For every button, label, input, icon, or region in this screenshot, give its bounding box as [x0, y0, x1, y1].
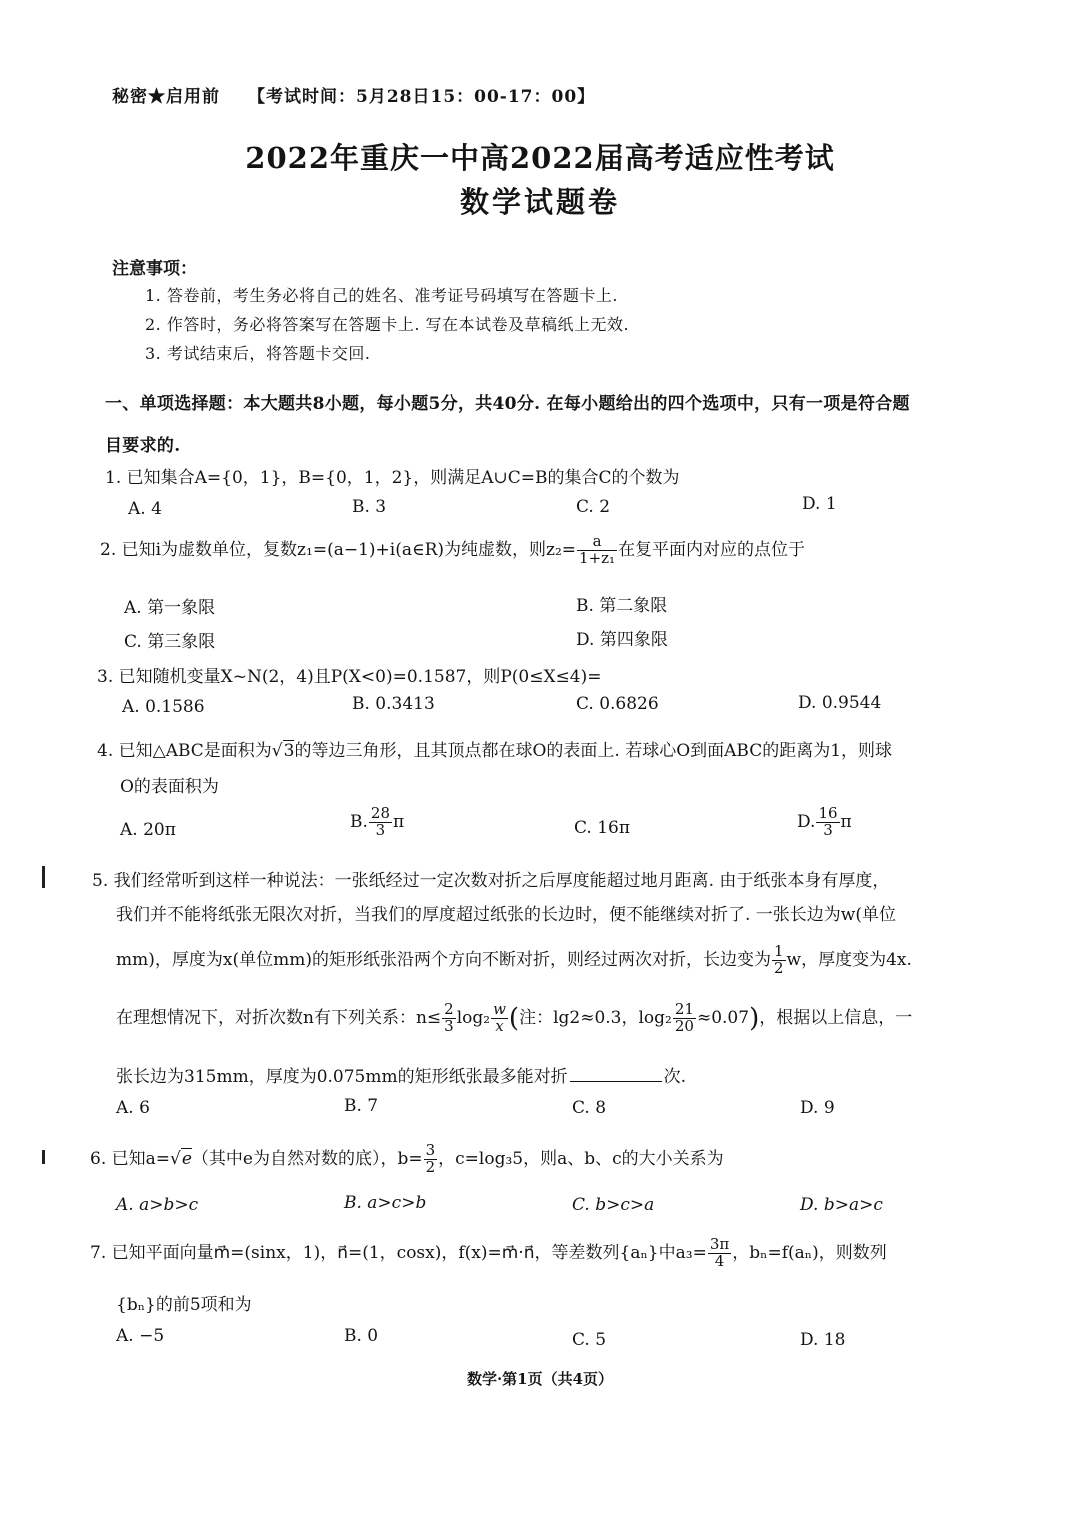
- question-6-stem: 6. 已知a=√e（其中e为自然对数的底），b= $\frac{3}{2}$ ，c=log₃5，则a、b、c的大小关系为: [90, 1141, 724, 1176]
- question-5-option-c: C. 8: [572, 1098, 607, 1118]
- question-5-line-3: [116, 944, 912, 977]
- fraction-numerator: 1: [773, 942, 784, 960]
- page-footer: 数学·第1页（共4页）: [466, 1370, 614, 1388]
- question-5-line-4: [116, 1002, 912, 1035]
- notice-item-2: 2. 作答时，务必将答案写在答题卡上. 写在本试卷及草稿纸上无效.: [145, 315, 630, 334]
- question-4-stem-part-a: 4. 已知△ABC是面积为: [97, 741, 272, 761]
- q5-note-part-b: ≈0.07: [696, 1007, 750, 1028]
- notice-heading: 注意事项：: [112, 259, 197, 279]
- q5-line-5-part-a: 张长边为315mm，厚度为0.075mm的矩形纸张最多能对折: [116, 1067, 568, 1087]
- question-7-option-a: A. −5: [116, 1326, 165, 1346]
- q5-note-part-a: 注：lg2≈0.3，log₂: [519, 1007, 672, 1028]
- question-1-option-d: D. 1: [802, 494, 837, 514]
- q5-half-fraction: [772, 944, 786, 977]
- q5-21-20-fraction: [673, 1002, 696, 1035]
- option-label: B.: [350, 811, 368, 832]
- notice-item-1: 1. 答卷前，考生务必将自己的姓名、准考证号码填写在答题卡上.: [145, 286, 618, 305]
- question-2-fraction: [577, 534, 617, 567]
- question-1-option-a: A. 4: [128, 499, 162, 519]
- question-4-option-c: C. 16π: [574, 818, 631, 838]
- q6-stem-part-b: （其中e为自然对数的底），b=: [191, 1148, 423, 1169]
- question-1-stem: 1. 已知集合A={0，1}，B={0，1，2}，则满足A∪C=B的集合C的个数为: [105, 468, 680, 488]
- section-heading: 一、单项选择题：本大题共8小题，每小题5分，共40分. 在每小题给出的四个选项中，只有一项是符合题: [105, 394, 910, 414]
- fraction-numerator: w: [493, 1000, 506, 1018]
- fraction-numerator: 28: [370, 804, 390, 822]
- q5-w-over-x-fraction: [491, 1002, 508, 1035]
- fraction-denominator: 2: [773, 958, 784, 977]
- option-label: D.: [797, 811, 816, 832]
- question-4-option-d: [797, 806, 852, 839]
- pi-symbol: π: [393, 811, 405, 832]
- question-3-option-c: C. 0.6826: [576, 694, 659, 714]
- question-6-option-a: A. a>b>c: [116, 1195, 199, 1215]
- log-symbol: log₂: [456, 1007, 491, 1028]
- answer-blank: [570, 1080, 662, 1082]
- question-4-stem: 4. 已知△ABC是面积为√3的等边三角形，且其顶点都在球O的表面上. 若球心O到面ABC的距离为1，则球: [97, 741, 893, 761]
- question-4-stem-part-b: 的等边三角形，且其顶点都在球O的表面上. 若球心O到面ABC的距离为1，则球: [294, 741, 893, 761]
- q5-line-3-part-b: w，厚度变为4x.: [786, 949, 912, 970]
- question-5-line-5: [116, 1062, 686, 1087]
- scan-mark: [42, 1150, 45, 1164]
- q5-line-3-part-a: mm)，厚度为x(单位mm)的矩形纸张沿两个方向不断对折，则经过两次对折，长边变为: [116, 949, 771, 970]
- fraction-denominator: 3: [375, 820, 386, 839]
- question-2-stem-part-a: 2. 已知i为虚数单位，复数z₁=(a−1)+i(a∈R)为纯虚数，则z₂=: [100, 539, 577, 560]
- question-5-option-b: B. 7: [344, 1096, 379, 1116]
- q6-stem-part-c: ，c=log₃5，则a、b、c的大小关系为: [438, 1148, 724, 1169]
- fraction-denominator: 3: [444, 1016, 454, 1035]
- right-paren: ): [749, 1003, 760, 1034]
- question-7-option-d: D. 18: [800, 1330, 846, 1350]
- question-3-option-d: D. 0.9544: [798, 693, 882, 713]
- question-2-option-d: D. 第四象限: [576, 630, 668, 650]
- sqrt-value: e: [181, 1148, 192, 1169]
- notice-item-3: 3. 考试结束后，将答题卡交回.: [145, 344, 371, 363]
- question-2-stem-part-b: 在复平面内对应的点位于: [618, 539, 806, 560]
- question-3-option-b: B. 0.3413: [352, 694, 435, 714]
- question-7-option-c: C. 5: [572, 1330, 607, 1350]
- question-5-line-2: 我们并不能将纸张无限次对折，当我们的厚度超过纸张的长边时，便不能继续对折了. 一张长边为w(单位: [116, 905, 896, 925]
- fraction-denominator: 3: [823, 820, 833, 839]
- question-7-option-b: B. 0: [344, 1326, 379, 1346]
- question-5-option-d: D. 9: [800, 1098, 835, 1118]
- exam-time: 【考试时间：5月28日15：00-17：00】: [248, 87, 596, 107]
- confidential-label: 秘密★启用前: [112, 87, 220, 107]
- fraction-denominator: 2: [425, 1157, 436, 1176]
- question-1-option-b: B. 3: [352, 497, 387, 517]
- fraction-denominator: 20: [674, 1016, 694, 1035]
- option-d-fraction: [816, 806, 839, 839]
- left-paren: (: [508, 1003, 520, 1034]
- fraction-numerator: 3π: [709, 1235, 730, 1253]
- question-5-option-a: A. 6: [116, 1098, 150, 1118]
- question-6-option-b: B. a>c>b: [344, 1193, 427, 1213]
- q7-stem-part-a: 7. 已知平面向量m⃗=(sinx，1)，n⃗=(1，cosx)，f(x)=m⃗·n⃗，等差数列{aₙ}中a₃=: [90, 1242, 707, 1263]
- question-4-option-a: A. 20π: [120, 820, 176, 840]
- question-3-option-a: A. 0.1586: [122, 697, 205, 717]
- q5-line-4-part-c: ，根据以上信息，一: [759, 1007, 913, 1028]
- question-3-stem: 3. 已知随机变量X~N(2，4)且P(X<0)=0.1587，则P(0≤X≤4)=: [97, 667, 602, 687]
- q7-three-pi-over-four-fraction: [708, 1237, 731, 1270]
- section-heading-cont: 目要求的.: [105, 436, 181, 456]
- q5-line-4-part-a: 在理想情况下，对折次数n有下列关系：n≤: [116, 1007, 442, 1028]
- question-2-option-c: C. 第三象限: [124, 632, 216, 652]
- question-2-option-a: A. 第一象限: [124, 598, 216, 618]
- question-2-stem: [100, 534, 805, 567]
- q6-three-halves-fraction: [424, 1143, 438, 1176]
- question-2-option-b: B. 第二象限: [576, 596, 668, 616]
- fraction-numerator: 21: [674, 1000, 694, 1018]
- fraction-denominator: x: [495, 1016, 504, 1035]
- pi-symbol: π: [840, 811, 852, 832]
- question-5-line-1: 5. 我们经常听到这样一种说法：一张纸经过一定次数对折之后厚度能超过地月距离. 由于纸张本身有厚度，: [92, 871, 890, 891]
- fraction-numerator: 16: [818, 804, 838, 822]
- page-title: 2022年重庆一中高2022届高考适应性考试: [245, 141, 835, 175]
- sqrt-value: 3: [283, 741, 295, 761]
- question-7-stem-cont: {bₙ}的前5项和为: [116, 1295, 252, 1315]
- question-4-stem-cont: O的表面积为: [120, 777, 219, 797]
- question-4-option-b: [350, 806, 404, 839]
- page-subtitle: 数学试题卷: [459, 185, 620, 219]
- question-6-option-c: C. b>c>a: [572, 1195, 655, 1215]
- fraction-numerator: a: [577, 534, 617, 551]
- question-1-option-c: C. 2: [576, 497, 611, 517]
- fraction-denominator: 4: [714, 1251, 725, 1270]
- q6-stem-part-a: 6. 已知a=: [90, 1148, 171, 1169]
- scan-mark: [42, 866, 45, 888]
- fraction-numerator: 3: [425, 1141, 436, 1159]
- question-6-option-d: D. b>a>c: [800, 1195, 883, 1215]
- q5-two-thirds-fraction: [442, 1002, 456, 1035]
- fraction-numerator: 2: [444, 1000, 454, 1018]
- fraction-denominator: 1+z₁: [579, 548, 616, 567]
- option-b-fraction: [369, 806, 392, 839]
- q7-stem-part-b: ，bₙ=f(aₙ)，则数列: [732, 1242, 887, 1263]
- q5-line-5-part-b: 次.: [663, 1067, 687, 1087]
- question-7-stem: [90, 1237, 887, 1270]
